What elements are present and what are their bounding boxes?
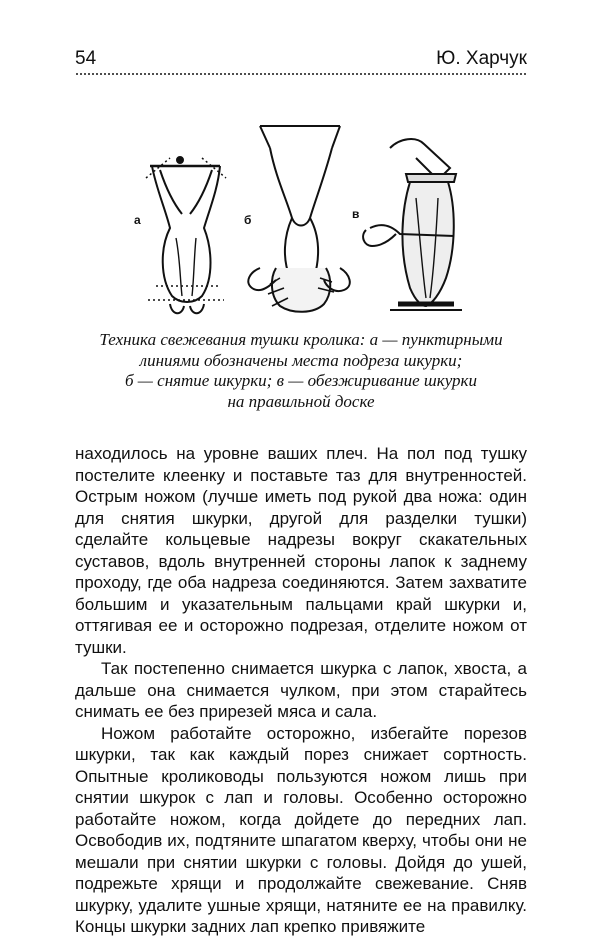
page-header bbox=[75, 44, 527, 74]
paragraph: Ножом работайте осторожно, избегайте порезов шкурки, так как каждый порез снижает сортность. Опытные кролиководы пользуются ножом лишь при снятии шкурок с лап и головы. Особенно осторожно работайте ножом, когда дойдете до передних лап. Освободив их, подтяните шпагатом кверху, чтобы они не мешали при снятии шкурки с головы. Дойдя до ушей, подрежьте хрящи и продолжайте свежевание. Сняв шкурку, удалите ушные хрящи, натяните ее на правилку. Концы шкурки задних лап крепко привяжите bbox=[75, 723, 527, 936]
figure-panel-a bbox=[146, 157, 226, 313]
body-text bbox=[75, 443, 527, 938]
caption-line: Техника свежевания тушки кролика: а — пунктирными bbox=[99, 330, 503, 349]
figure-caption bbox=[70, 330, 532, 412]
caption-line: б — снятие шкурки; в — обезжиривание шкурки bbox=[124, 371, 477, 390]
running-head-author: Ю. Харчук bbox=[436, 48, 527, 69]
figure-panel-v bbox=[363, 139, 462, 310]
figure-label-b: б bbox=[244, 213, 252, 227]
figure-label-v: в bbox=[352, 207, 360, 221]
rabbit-skinning-illustration bbox=[120, 118, 480, 320]
figure-label-a: а bbox=[134, 213, 141, 227]
page-number: 54 bbox=[75, 48, 97, 69]
caption-line: на правильной доске bbox=[227, 391, 375, 411]
paragraph: находилось на уровне ваших плеч. На пол под тушку постелите клеенку и поставьте таз для внутренностей. Острым ножом (лучше иметь под рукой два ножа: один для снятия шкурки, другой для разделки тушки) сделайте кольцевые надрезы вокруг скакательных суставов, вдоль внутренней стороны лапок к заднему проходу, где оба надреза соединяются. Затем захватите большим и указательным пальцами край шкурки и, оттягивая ее и осторожно подрезая, отделите ножом от тушки. bbox=[75, 444, 527, 657]
figure-panel-b bbox=[248, 126, 349, 312]
header-dotted-rule bbox=[75, 72, 527, 76]
caption-line: линиями обозначены места подреза шкурки; bbox=[139, 350, 463, 370]
paragraph: Так постепенно снимается шкурка с лапок, хвоста, а дальше она снимается чулком, при этом старайтесь снимать ее без прирезей мяса и сала. bbox=[75, 659, 527, 721]
